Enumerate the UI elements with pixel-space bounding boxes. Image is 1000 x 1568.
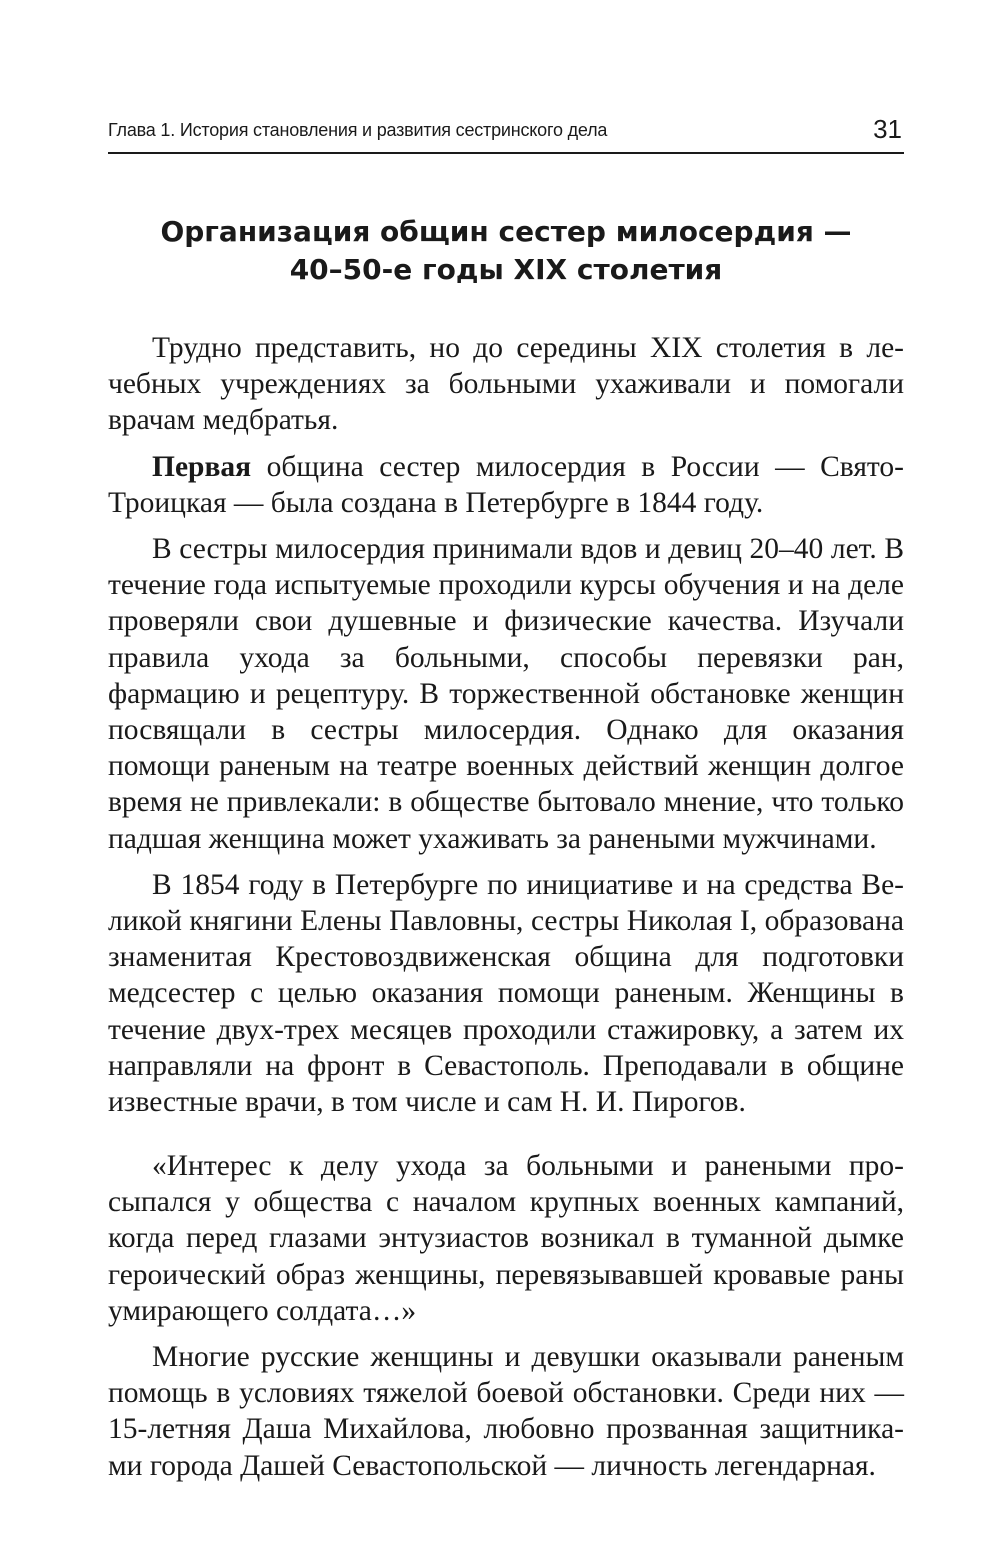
paragraph xyxy=(108,449,904,521)
section-title xyxy=(108,213,904,289)
section-title-line-1: Организация общин сестер милосердия — xyxy=(160,215,852,248)
paragraph-text: община сестер милосердия в России — Свято-Троицкая — была создана в Петербурге в 1844 году. xyxy=(108,450,904,519)
body-text-block xyxy=(108,330,904,1130)
bold-lead-word: Первая xyxy=(152,450,252,483)
paragraph: Многие русские женщины и девушки оказывали раненым помощь в условиях тяжелой боевой обстановки. Среди них — 15-летняя Даша Михайлова, любовно прозванная защитниками города Дашей Севастопольской — личность легендарная. xyxy=(108,1341,904,1482)
paragraph: В сестры милосердия принимали вдов и девиц 20–40 лет. В течение года испытуемые проходили курсы обучения и на деле проверяли свои душевные и физические качества. Изучали правила ухода за больными, способы перевязки ран, фармацию и рецептуру. В торжественной обстановке женщин посвящали в сестры милосердия. Однако для оказания помощи раненым на театре военных действий женщин долгое время не привлекали: в обществе бытовало мнение, что только падшая женщина может ухаживать за ранеными мужчинами. xyxy=(108,533,904,855)
page-number: 31 xyxy=(873,114,902,144)
section-title-line-2: 40–50-е годы XIX столетия xyxy=(289,253,723,286)
paragraph: Трудно представить, но до середины XIX столетия в лечебных учреждениях за больными ухаживали и помогали врачам медбратья. xyxy=(108,332,904,437)
running-header xyxy=(108,114,904,154)
paragraph: В 1854 году в Петербурге по инициативе и на средства Великой княгини Елены Павловны, сестры Николая I, образована знаменитая Крестовоздвиженская община для подготовки медсестер с целью оказания помощи раненым. Женщины в течение двух-трех месяцев проходили стажировку, а затем их направляли на фронт в Севастополь. Преподавали в общине известные врачи, в том числе и сам Н. И. Пирогов. xyxy=(108,868,904,1119)
quote-paragraph: «Интерес к делу ухода за больными и ранеными просыпался у общества с началом крупных военных кампаний, когда перед глазами энтузиастов возникал в туманной дымке героический образ женщины, перевязывавшей кровавые раны умирающего солдата…» xyxy=(108,1150,904,1327)
body-text-block xyxy=(108,1148,904,1494)
chapter-running-title: Глава 1. История становления и развития сестринского дела xyxy=(108,120,608,140)
